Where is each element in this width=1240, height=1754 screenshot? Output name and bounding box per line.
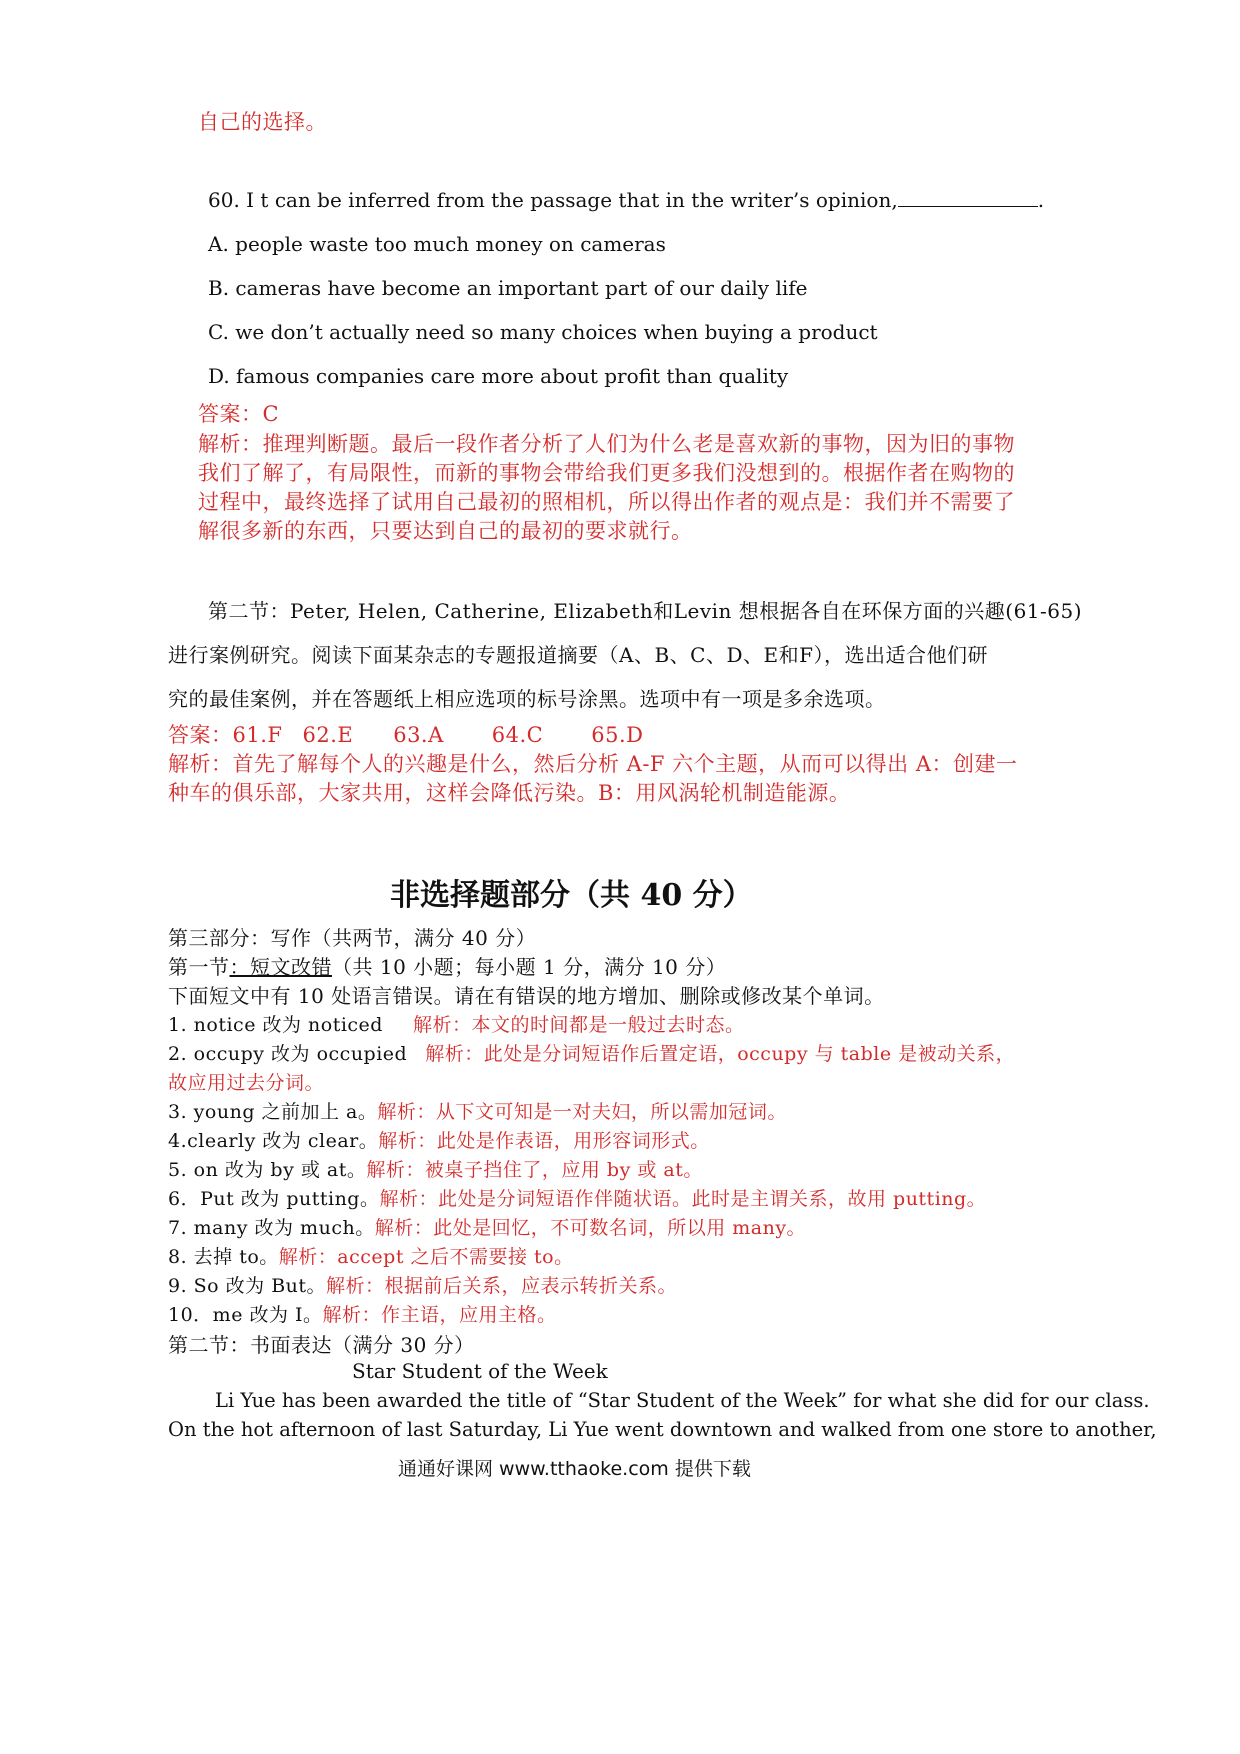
answer-item: 64.C	[491, 723, 544, 747]
correction-note: 解析：从下文可知是一对夫妇，所以需加冠词。	[377, 1101, 787, 1123]
correction-note: 解析：此处是作表语，用形容词形式。	[378, 1130, 710, 1152]
correction-item	[168, 1242, 574, 1269]
section-1-heading	[168, 951, 726, 980]
correction-item	[168, 1155, 703, 1182]
section-1-instruction: 下面短文中有 10 处语言错误。请在有错误的地方增加、删除或修改某个单词。	[168, 984, 885, 1008]
answer-continuation: 自己的选择。	[198, 110, 327, 134]
correction-fix: 7. many 改为 much。	[168, 1217, 375, 1239]
correction-fix: 3. young 之前加上 a。	[168, 1101, 378, 1123]
section-1-suffix: （共 10 小题；每小题 1 分，满分 10 分）	[332, 955, 727, 979]
correction-fix: 10．me 改为 I。	[168, 1304, 323, 1326]
correction-item	[168, 1097, 787, 1124]
correction-fix: 1. notice 改为 noticed	[168, 1014, 383, 1036]
question-60-analysis-line: 解析：推理判断题。最后一段作者分析了人们为什么老是喜欢新的事物，因为旧的事物	[198, 432, 1015, 456]
correction-note: 解析：被桌子挡住了，应用 by 或 at。	[366, 1159, 703, 1181]
correction-item	[168, 1184, 986, 1211]
question-60-stem-text: 60. I t can be inferred from the passage that in the writer’s opinion,	[208, 188, 898, 212]
correction-fix: 9. So 改为 But。	[168, 1275, 327, 1297]
option-d: D. famous companies care more about profit than quality	[208, 364, 789, 388]
correction-item	[168, 1300, 557, 1327]
section-2-analysis-line: 解析：首先了解每个人的兴趣是什么，然后分析 A-F 六个主题，从而可以得出 A：创建一	[168, 752, 1018, 776]
correction-item	[168, 1126, 710, 1153]
section-2-answers	[168, 719, 643, 749]
correction-item	[168, 1010, 744, 1037]
correction-note: 解析：此处是分词短语作后置定语，occupy 与 table 是被动关系，	[425, 1043, 1016, 1065]
question-60-stem	[208, 188, 1044, 212]
correction-fix: 4.clearly 改为 clear。	[168, 1130, 379, 1152]
correction-note: 解析：此处是回忆，不可数名词，所以用 many。	[374, 1217, 807, 1239]
question-60-answer: 答案：C	[198, 402, 280, 426]
section-2-writing-heading: 第二节：书面表达（满分 30 分）	[168, 1333, 475, 1357]
correction-item	[168, 1271, 677, 1298]
option-a: A. people waste too much money on cameras	[208, 232, 666, 256]
question-60-analysis-line: 我们了解了，有局限性，而新的事物会带给我们更多我们没想到的。根据作者在购物的	[198, 461, 1015, 485]
correction-note: 解析：作主语，应用主格。	[322, 1304, 557, 1326]
option-c: C. we don’t actually need so many choices when buying a product	[208, 320, 878, 344]
question-60-analysis-line: 过程中，最终选择了试用自己最初的照相机，所以得出作者的观点是：我们并不需要了	[198, 490, 1015, 514]
correction-note: 解析：本文的时间都是一般过去时态。	[412, 1014, 745, 1036]
correction-note-continued: 故应用过去分词。	[168, 1072, 325, 1094]
correction-fix: 2. occupy 改为 occupied	[168, 1043, 408, 1065]
correction-note: 解析：此处是分词短语作伴随状语。此时是主谓关系，故用 putting。	[379, 1188, 987, 1210]
section-2-intro-line: 第二节：Peter, Helen, Catherine, Elizabeth和Levin 想根据各自在环保方面的兴趣(61-65)	[208, 599, 1083, 623]
section-2-intro-line: 进行案例研究。阅读下面某杂志的专题报道摘要（A、B、C、D、E和F），选出适合他们研	[168, 643, 988, 667]
essay-line: Li Yue has been awarded the title of “Star Student of the Week” for what she did for our class.	[215, 1389, 1150, 1412]
answer-label: 答案：	[168, 723, 233, 747]
page-footer: 通通好课网 www.tthaoke.com 提供下载	[398, 1458, 751, 1480]
option-b: B. cameras have become an important part of our daily life	[208, 276, 808, 300]
essay-line: On the hot afternoon of last Saturday, Li Yue went downtown and walked from one store to another,	[168, 1418, 1157, 1441]
answer-blank	[898, 188, 1038, 207]
section-2-analysis-line: 种车的俱乐部，大家共用，这样会降低污染。B：用风涡轮机制造能源。	[168, 781, 851, 805]
question-60-stem-end: .	[1037, 188, 1045, 212]
correction-fix: 5. on 改为 by 或 at。	[168, 1159, 367, 1181]
section-1-prefix: 第一节	[168, 955, 230, 979]
section-1-title: ：短文改错	[229, 955, 332, 979]
correction-item	[168, 1039, 1015, 1066]
correction-note: 解析：accept 之后不需要接 to。	[278, 1246, 574, 1268]
answer-item: 61.F	[232, 723, 283, 747]
answer-item: 62.E	[302, 723, 354, 747]
section-2-intro-line: 究的最佳案例，并在答题纸上相应选项的标号涂黑。选项中有一项是多余选项。	[168, 687, 886, 711]
part-title: 非选择题部分（共 40 分）	[390, 878, 753, 913]
answer-item: 65.D	[591, 723, 644, 747]
question-60-analysis-line: 解很多新的东西，只要达到自己的最初的要求就行。	[198, 519, 693, 543]
part-3-heading: 第三部分：写作（共两节，满分 40 分）	[168, 926, 537, 950]
answer-item: 63.A	[393, 723, 444, 747]
correction-item	[168, 1213, 806, 1240]
essay-title: Star Student of the Week	[352, 1359, 608, 1383]
correction-fix: 8. 去掉 to。	[168, 1246, 279, 1268]
correction-note: 解析：根据前后关系，应表示转折关系。	[326, 1275, 678, 1297]
correction-fix: 6．Put 改为 putting。	[168, 1188, 380, 1210]
